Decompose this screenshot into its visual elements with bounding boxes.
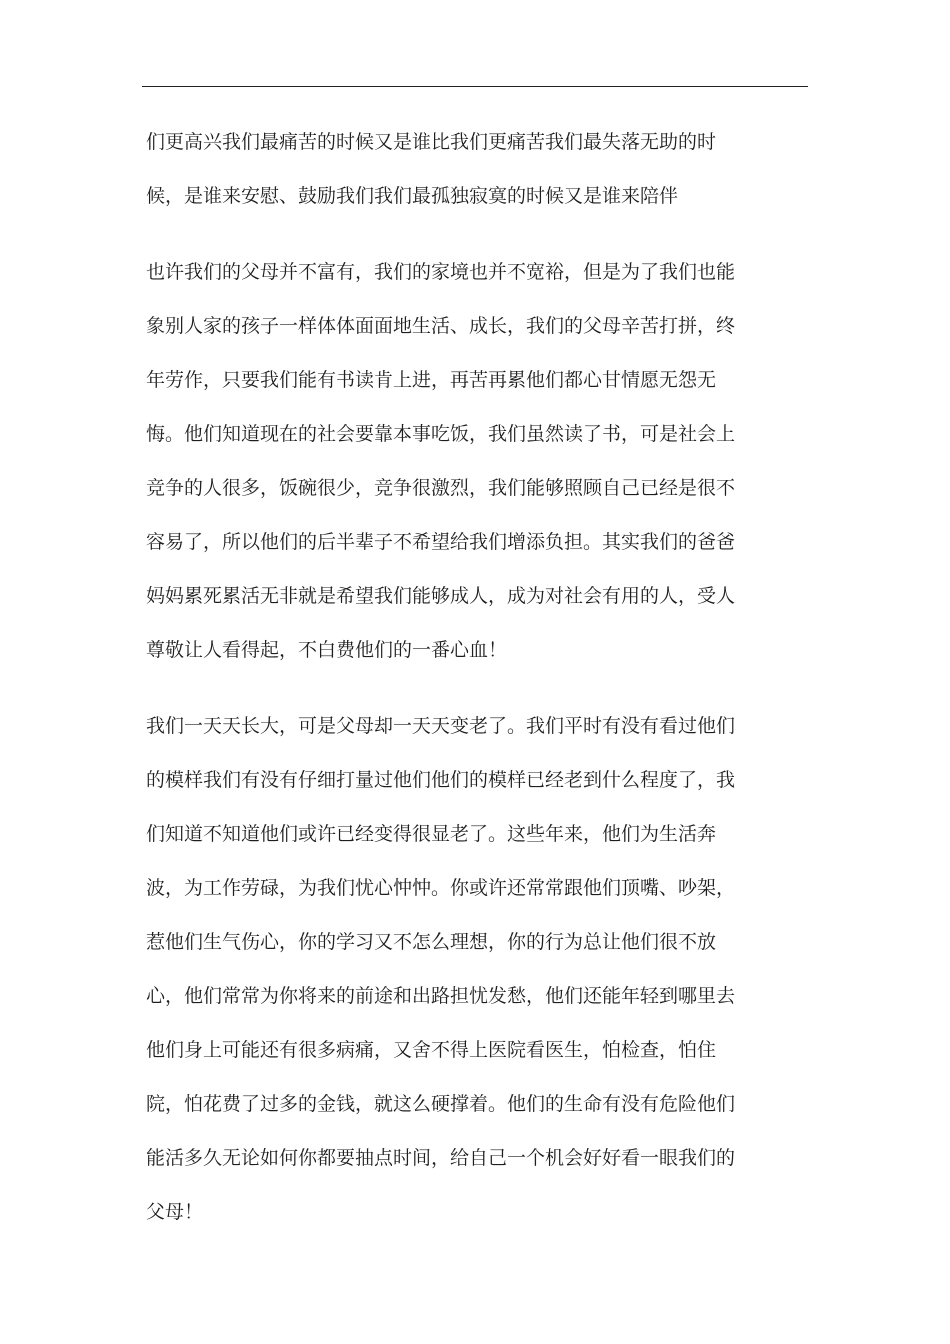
text-line: 心，他们常常为你将来的前途和出路担忧发愁，他们还能年轻到哪里去 <box>146 985 736 1007</box>
text-line: 尊敬让人看得起，不白费他们的一番心血！ <box>146 639 508 661</box>
paragraph-3 <box>146 708 808 1248</box>
text-line: 们知道不知道他们或许已经变得很显老了。这些年来，他们为生活奔 <box>146 823 717 845</box>
text-line: 年劳作，只要我们能有书读肯上进，再苦再累他们都心甘情愿无怨无 <box>146 369 717 391</box>
text-line: 竞争的人很多，饭碗很少，竞争很激烈，我们能够照顾自己已经是很不 <box>146 477 736 499</box>
text-line: 波，为工作劳碌，为我们忧心忡忡。你或许还常常跟他们顶嘴、吵架， <box>146 877 736 899</box>
text-line: 我们一天天长大，可是父母却一天天变老了。我们平时有没有看过他们 <box>146 715 736 737</box>
paragraph-1 <box>146 124 808 232</box>
text-line: 能活多久无论如何你都要抽点时间，给自己一个机会好好看一眼我们的 <box>146 1147 736 1169</box>
text-line: 院，怕花费了过多的金钱，就这么硬撑着。他们的生命有没有危险他们 <box>146 1093 736 1115</box>
text-line: 妈妈累死累活无非就是希望我们能够成人，成为对社会有用的人，受人 <box>146 585 736 607</box>
text-line: 容易了，所以他们的后半辈子不希望给我们增添负担。其实我们的爸爸 <box>146 531 736 553</box>
text-line: 候，是谁来安慰、鼓励我们我们最孤独寂寞的时候又是谁来陪伴 <box>146 185 679 207</box>
header-rule <box>142 86 808 87</box>
document-body <box>146 124 808 1248</box>
text-line: 的模样我们有没有仔细打量过他们他们的模样已经老到什么程度了，我 <box>146 769 736 791</box>
text-line: 也许我们的父母并不富有，我们的家境也并不宽裕，但是为了我们也能 <box>146 261 736 283</box>
text-line: 象别人家的孩子一样体体面面地生活、成长，我们的父母辛苦打拼，终 <box>146 315 736 337</box>
text-line: 悔。他们知道现在的社会要靠本事吃饭，我们虽然读了书，可是社会上 <box>146 423 736 445</box>
text-line: 父母！ <box>146 1201 204 1223</box>
text-line: 他们身上可能还有很多病痛，又舍不得上医院看医生，怕检查，怕住 <box>146 1039 717 1061</box>
text-line: 惹他们生气伤心，你的学习又不怎么理想，你的行为总让他们很不放 <box>146 931 717 953</box>
text-line: 们更高兴我们最痛苦的时候又是谁比我们更痛苦我们最失落无助的时 <box>146 131 717 153</box>
paragraph-2 <box>146 254 808 686</box>
